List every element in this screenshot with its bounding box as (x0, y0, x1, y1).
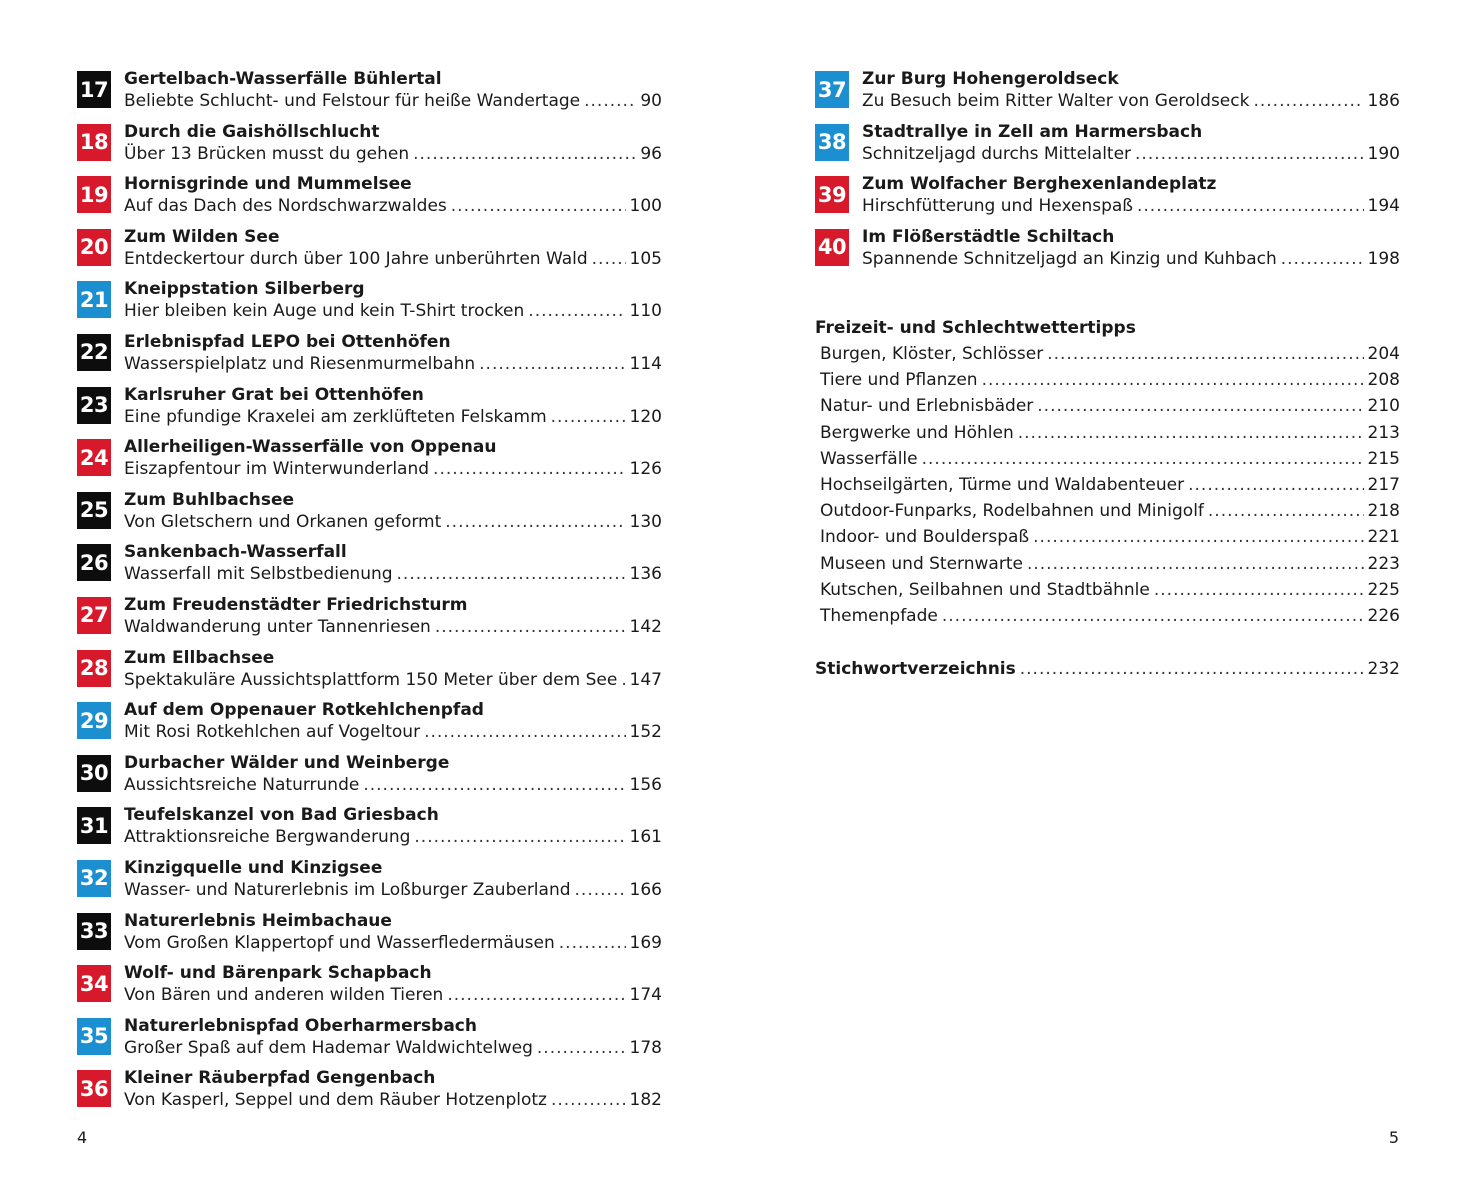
tour-page-number: 174 (629, 985, 662, 1006)
tour-subtitle: Großer Spaß auf dem Hademar Waldwichtelweg (124, 1037, 533, 1058)
toc-entry-tour-34[interactable] (77, 962, 662, 1015)
dot-leader (1135, 143, 1364, 165)
tour-title: Hornisgrinde und Mummelsee (124, 174, 412, 195)
tip-label: Indoor- und Boulderspaß (820, 527, 1030, 548)
dot-leader (1047, 342, 1363, 366)
tour-subtitle: Entdeckertour durch über 100 Jahre unberührten Wald (124, 248, 588, 269)
tour-page-number: 100 (629, 196, 662, 217)
dot-leader (414, 826, 625, 848)
tour-title: Auf dem Oppenauer Rotkehlchenpfad (124, 700, 484, 721)
tip-label: Tiere und Pflanzen (820, 370, 978, 391)
tour-number-badge: 17 (77, 71, 111, 108)
tour-number-badge: 35 (77, 1018, 111, 1055)
toc-entry-tour-20[interactable] (77, 226, 662, 279)
tour-page-number: 130 (629, 511, 662, 532)
dot-leader (982, 368, 1364, 392)
tour-page-number: 90 (640, 91, 662, 111)
tour-number-badge: 20 (77, 229, 111, 266)
dot-leader (1253, 90, 1363, 112)
tour-title: Allerheiligen-Wasserfälle von Oppenau (124, 437, 497, 458)
tour-subtitle: Mit Rosi Rotkehlchen auf Vogeltour (124, 722, 421, 743)
tour-subtitle: Wasserfall mit Selbstbedienung (124, 564, 393, 585)
tour-subtitle: Wasserspielplatz und Riesenmurmelbahn (124, 353, 476, 374)
tip-page-number: 208 (1367, 370, 1400, 391)
dot-leader (435, 616, 626, 638)
tour-number-badge: 30 (77, 755, 111, 792)
toc-entry-tour-22[interactable] (77, 331, 662, 384)
tip-page-number: 204 (1367, 344, 1400, 364)
tip-page-number: 210 (1367, 396, 1400, 417)
tour-number-badge: 40 (815, 229, 849, 266)
toc-entry-tour-23[interactable] (77, 384, 662, 437)
tour-page-number: 156 (629, 774, 662, 795)
index-label: Stichwortverzeichnis (815, 659, 1016, 679)
tip-page-number: 225 (1367, 579, 1400, 600)
dot-leader (397, 563, 626, 585)
tour-subtitle-line (124, 143, 662, 165)
tour-number-badge: 18 (77, 124, 111, 161)
toc-entry-tour-19[interactable] (77, 173, 662, 226)
tour-number-badge: 36 (77, 1070, 111, 1107)
tip-page-number: 213 (1367, 422, 1400, 443)
tour-subtitle-line (124, 353, 662, 375)
tour-title: Zum Freudenstädter Friedrichsturm (124, 594, 468, 615)
tour-subtitle: Hier bleiben kein Auge und kein T-Shirt trocken (124, 301, 525, 322)
tour-subtitle-line (124, 984, 662, 1006)
tour-page-number: 169 (629, 932, 662, 953)
tip-entry[interactable] (820, 394, 1400, 420)
toc-entry-tour-31[interactable] (77, 804, 662, 857)
tour-subtitle-line (124, 932, 662, 954)
tour-subtitle-line (862, 248, 1400, 270)
toc-entry-tour-30[interactable] (77, 752, 662, 805)
toc-entry-tour-17[interactable] (77, 68, 662, 121)
tip-entry[interactable] (820, 525, 1400, 551)
tour-subtitle-line (862, 143, 1400, 165)
dot-leader (922, 447, 1364, 471)
tour-page-number: 186 (1367, 91, 1400, 111)
dot-leader (621, 669, 625, 691)
tour-page-number: 161 (629, 827, 662, 848)
dot-leader (433, 458, 626, 480)
tour-subtitle-line (124, 458, 662, 480)
dot-leader (1208, 499, 1364, 523)
tour-number-badge: 37 (815, 71, 849, 108)
dot-leader (528, 300, 625, 322)
tour-subtitle: Attraktionsreiche Bergwanderung (124, 827, 411, 848)
right-page (738, 0, 1477, 1182)
tour-number-badge: 23 (77, 387, 111, 424)
tour-subtitle-line (124, 90, 662, 112)
tour-page-number: 105 (629, 248, 662, 269)
dot-leader (575, 879, 626, 901)
tour-number-badge: 38 (815, 124, 849, 161)
dot-leader (413, 143, 636, 165)
tour-subtitle-line (124, 511, 662, 533)
tip-entry[interactable] (820, 604, 1400, 630)
left-page (0, 0, 738, 1182)
tip-page-number: 217 (1367, 474, 1400, 495)
dot-leader (451, 195, 626, 217)
toc-entry-tour-40[interactable] (815, 226, 1400, 279)
tour-number-badge: 28 (77, 650, 111, 687)
tour-subtitle-line (124, 721, 662, 743)
toc-entry-tour-25[interactable] (77, 489, 662, 542)
tour-subtitle: Von Bären und anderen wilden Tieren (124, 985, 444, 1006)
dot-leader (551, 406, 626, 428)
toc-entry-tour-32[interactable] (77, 857, 662, 910)
toc-entry-tour-27[interactable] (77, 594, 662, 647)
tip-label: Natur- und Erlebnisbäder (820, 396, 1034, 417)
tour-subtitle-line (124, 563, 662, 585)
toc-entry-tour-18[interactable] (77, 121, 662, 174)
tour-subtitle-line (124, 248, 662, 270)
tour-title: Wolf- und Bärenpark Schapbach (124, 963, 432, 984)
dot-leader (942, 604, 1364, 628)
page-number-right: 5 (1388, 1128, 1399, 1147)
tour-number-badge: 25 (77, 492, 111, 529)
dot-leader (363, 774, 625, 796)
toc-entry-tour-37[interactable] (815, 68, 1400, 121)
tip-entry[interactable] (820, 578, 1400, 604)
tour-subtitle: Auf das Dach des Nordschwarzwaldes (124, 196, 447, 217)
tour-subtitle-line (862, 90, 1400, 112)
tip-entry[interactable] (820, 499, 1400, 525)
toc-entry-tour-36[interactable] (77, 1067, 662, 1120)
dot-leader (1033, 525, 1363, 549)
tour-subtitle: Waldwanderung unter Tannenriesen (124, 616, 431, 637)
tour-subtitle-line (124, 826, 662, 848)
dot-leader (551, 1089, 626, 1111)
tour-title: Karlsruher Grat bei Ottenhöfen (124, 384, 424, 405)
tour-title: Im Flößerstädtle Schiltach (862, 226, 1115, 247)
toc-entry-tour-21[interactable] (77, 278, 662, 331)
tour-title: Naturerlebnispfad Oberharmersbach (124, 1015, 477, 1036)
tour-subtitle-line (124, 1037, 662, 1059)
tour-subtitle: Hirschfütterung und Hexenspaß (862, 196, 1133, 217)
tour-page-number: 190 (1367, 143, 1400, 164)
dot-leader (424, 721, 625, 743)
toc-entry-tour-39[interactable] (815, 173, 1400, 226)
toc-entry-tour-33[interactable] (77, 910, 662, 963)
dot-leader (537, 1037, 626, 1059)
tour-list-right (815, 68, 1400, 278)
tip-page-number: 226 (1367, 605, 1400, 626)
tour-title: Naturerlebnis Heimbachaue (124, 910, 392, 931)
tips-list (820, 342, 1400, 630)
tour-page-number: 147 (629, 669, 662, 690)
tour-number-badge: 26 (77, 544, 111, 581)
toc-entry-tour-24[interactable] (77, 436, 662, 489)
tour-number-badge: 32 (77, 860, 111, 897)
tour-subtitle: Vom Großen Klappertopf und Wasserfledermäusen (124, 932, 555, 953)
tip-label: Kutschen, Seilbahnen und Stadtbähnle (820, 579, 1150, 600)
tour-subtitle: Von Gletschern und Orkanen geformt (124, 511, 442, 532)
tip-label: Outdoor-Funparks, Rodelbahnen und Minigolf (820, 501, 1204, 522)
dot-leader (447, 984, 625, 1006)
tip-page-number: 215 (1367, 448, 1400, 469)
dot-leader (584, 90, 636, 112)
dot-leader (1137, 195, 1364, 217)
tour-subtitle-line (124, 195, 662, 217)
tip-label: Hochseilgärten, Türme und Waldabenteuer (820, 474, 1185, 495)
tour-subtitle: Von Kasperl, Seppel und dem Räuber Hotzenplotz (124, 1090, 547, 1111)
tour-title: Kleiner Räuberpfad Gengenbach (124, 1068, 436, 1089)
tip-page-number: 221 (1367, 527, 1400, 548)
tip-page-number: 223 (1367, 553, 1400, 574)
tour-subtitle: Schnitzeljagd durchs Mittelalter (862, 143, 1132, 164)
dot-leader (1154, 578, 1364, 602)
tour-page-number: 110 (629, 301, 662, 322)
tour-page-number: 152 (629, 722, 662, 743)
tour-number-badge: 24 (77, 439, 111, 476)
tour-subtitle-line (124, 774, 662, 796)
tip-page-number: 218 (1367, 501, 1400, 522)
dot-leader (559, 932, 626, 954)
tour-page-number: 198 (1367, 248, 1400, 269)
tour-number-badge: 27 (77, 597, 111, 634)
toc-entry-tour-28[interactable] (77, 647, 662, 700)
dot-leader (1188, 473, 1363, 497)
tip-label: Wasserfälle (820, 448, 918, 469)
dot-leader (1281, 248, 1364, 270)
tour-number-badge: 19 (77, 176, 111, 213)
tour-subtitle: Zu Besuch beim Ritter Walter von Geroldseck (862, 91, 1250, 111)
tour-page-number: 194 (1367, 196, 1400, 217)
tour-title: Zum Wolfacher Berghexenlandeplatz (862, 174, 1217, 195)
tip-entry[interactable] (820, 368, 1400, 394)
toc-entry-tour-35[interactable] (77, 1015, 662, 1068)
tour-subtitle: Spektakuläre Aussichtsplattform 150 Meter über dem See (124, 669, 618, 690)
tour-subtitle-line (124, 300, 662, 322)
tour-title: Gertelbach-Wasserfälle Bühlertal (124, 69, 442, 89)
tip-entry[interactable] (820, 447, 1400, 473)
tip-entry[interactable] (820, 473, 1400, 499)
tour-number-badge: 21 (77, 281, 111, 318)
tour-list-left (77, 68, 662, 1120)
tour-subtitle: Wasser- und Naturerlebnis im Loßburger Zauberland (124, 879, 571, 900)
dot-leader (479, 353, 625, 375)
tip-entry[interactable] (820, 552, 1400, 578)
tour-number-badge: 39 (815, 176, 849, 213)
tour-subtitle: Über 13 Brücken musst du gehen (124, 143, 410, 164)
tour-title: Zum Ellbachsee (124, 647, 275, 668)
tour-page-number: 182 (629, 1090, 662, 1111)
tip-label: Bergwerke und Höhlen (820, 422, 1014, 443)
dot-leader (1037, 394, 1363, 418)
tour-title: Kinzigquelle und Kinzigsee (124, 857, 383, 878)
toc-entry-tour-26[interactable] (77, 541, 662, 594)
dot-leader (1020, 657, 1364, 681)
dot-leader (445, 511, 625, 533)
tour-page-number: 114 (629, 353, 662, 374)
tour-subtitle-line (124, 406, 662, 428)
dot-leader (592, 248, 626, 270)
tour-number-badge: 34 (77, 965, 111, 1002)
tour-title: Zum Wilden See (124, 226, 280, 247)
tour-title: Kneippstation Silberberg (124, 279, 365, 300)
tips-heading: Freizeit- und Schlechtwettertipps (815, 318, 1136, 338)
tour-page-number: 126 (629, 459, 662, 480)
tour-subtitle: Eiszapfentour im Winterwunderland (124, 459, 430, 480)
tour-title: Durch die Gaishöllschlucht (124, 121, 380, 142)
toc-entry-tour-38[interactable] (815, 121, 1400, 174)
toc-entry-tour-29[interactable] (77, 699, 662, 752)
tour-number-badge: 22 (77, 334, 111, 371)
tour-title: Durbacher Wälder und Weinberge (124, 752, 450, 773)
tour-subtitle-line (124, 1089, 662, 1111)
tour-page-number: 142 (629, 616, 662, 637)
tour-number-badge: 31 (77, 807, 111, 844)
tip-entry[interactable] (820, 421, 1400, 447)
tour-subtitle: Beliebte Schlucht- und Felstour für heiße Wandertage (124, 91, 581, 111)
index-page-number: 232 (1367, 659, 1400, 679)
tour-page-number: 166 (629, 879, 662, 900)
dot-leader (1018, 421, 1364, 445)
index-entry[interactable] (815, 657, 1400, 681)
tour-subtitle-line (862, 195, 1400, 217)
tip-label: Burgen, Klöster, Schlösser (820, 344, 1044, 364)
tip-label: Themenpfade (820, 605, 938, 626)
tour-subtitle-line (124, 669, 662, 691)
tour-title: Sankenbach-Wasserfall (124, 542, 347, 563)
tour-page-number: 96 (640, 143, 662, 164)
tour-title: Erlebnispfad LEPO bei Ottenhöfen (124, 331, 451, 352)
tour-title: Zum Buhlbachsee (124, 489, 295, 510)
tour-subtitle: Aussichtsreiche Naturrunde (124, 774, 360, 795)
tour-page-number: 120 (629, 406, 662, 427)
tip-entry[interactable] (820, 342, 1400, 368)
page-number-left: 4 (77, 1128, 88, 1147)
tour-title: Stadtrallye in Zell am Harmersbach (862, 121, 1203, 142)
tour-number-badge: 29 (77, 702, 111, 739)
tour-page-number: 136 (629, 564, 662, 585)
tour-number-badge: 33 (77, 913, 111, 950)
tour-subtitle-line (124, 616, 662, 638)
tour-title: Zur Burg Hohengeroldseck (862, 69, 1119, 89)
tour-subtitle: Spannende Schnitzeljagd an Kinzig und Kuhbach (862, 248, 1277, 269)
tip-label: Museen und Sternwarte (820, 553, 1023, 574)
tour-page-number: 178 (629, 1037, 662, 1058)
tour-subtitle: Eine pfundige Kraxelei am zerklüfteten Felskamm (124, 406, 547, 427)
tour-title: Teufelskanzel von Bad Griesbach (124, 805, 439, 826)
tour-subtitle-line (124, 879, 662, 901)
dot-leader (1027, 552, 1364, 576)
